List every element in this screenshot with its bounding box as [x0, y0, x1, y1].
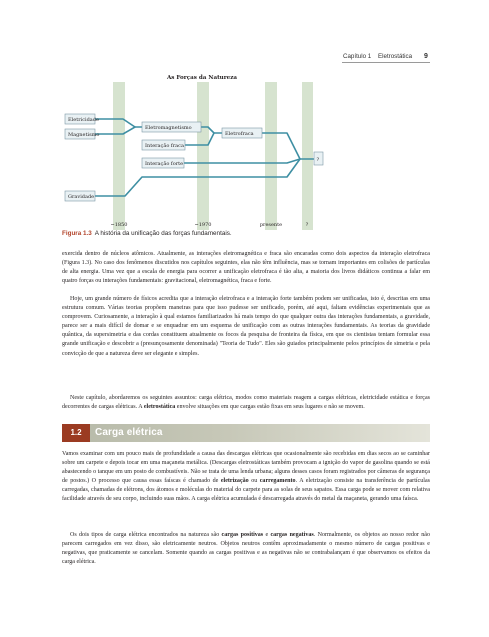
label-magnetism: Magnetismo [68, 132, 100, 138]
section-paragraph-2-text-c: . Normalmente, os objetos ao nosso redor não parecem carregados em vez disso, são eletricamente neutros. Objetos neutros contêm aproximadamente o mesmo número de cargas positivas e negativas, que praticamente se cancelam. Somente quando as cargas positivas e as negativas não se contrabalançam é que observamos os efeitos da carga elétrica. [62, 532, 430, 566]
forces-diagram [62, 66, 372, 234]
section-paragraph-1-bold-1: eletrização [220, 478, 249, 485]
section-paragraph-2 [62, 531, 430, 567]
label-gravity: Gravidade [68, 194, 95, 200]
chapter-label: Capítulo 1 [343, 53, 372, 60]
figure-title: As Forças da Natureza [166, 75, 238, 81]
paragraph-3-text-b: envolve situações em que cargas estão fixas em seus lugares e não se movem. [175, 404, 365, 411]
figure-caption-label: Figura 1.3 [62, 230, 92, 237]
era-band-1850 [113, 82, 125, 230]
era-band-future [302, 82, 313, 230]
section-paragraph-1-bold-2: carregamento [259, 478, 296, 485]
section-number: 1.2 [62, 424, 90, 442]
paragraph-3-text-a: Neste capítulo, abordaremos os seguintes assuntos: carga elétrica, modos como materiais reagem a cargas elétricas, eletricidade estática e forças decorrentes de cargas elétricas. A [62, 395, 430, 411]
label-electromagnetism: Eletromagnetismo [145, 125, 192, 131]
label-weak: Interação fraca [145, 143, 184, 149]
section-title: Carga elétrica [95, 427, 163, 438]
header-rule [342, 62, 430, 63]
era-band-present [265, 82, 277, 230]
section-paragraph-2-bold-2: cargas negativas [270, 532, 314, 538]
timeline-1850: ~1850 [110, 222, 128, 228]
timeline-future: ? [305, 222, 309, 228]
era-band-1970 [197, 82, 209, 230]
section-heading [62, 424, 430, 442]
section-paragraph-2-text-b: e [263, 532, 271, 538]
section-paragraph-2-text-a: Os dois tipos de carga elétrica encontrados na natureza são [70, 532, 222, 538]
label-strong: Interação forte [145, 161, 184, 167]
figure-caption [62, 230, 232, 237]
section-paragraph-1-text-c: . A eletrização consiste na transferência de partículas carregadas, chamadas de elétrons, dos átomos e moléculas do material do carpete para as solas de seus sapatos. Essa carga pode se mover com relativa facilidade através de seu corpo, incluindo suas mãos. A carga elétrica acumulada é descarregada através do metal da maçaneta, gerando uma faísca. [62, 478, 430, 503]
label-electricity: Eletricidade [68, 117, 99, 123]
section-paragraph-1 [62, 450, 430, 505]
paragraph-1: exercida dentro de núcleos atômicos. Atualmente, as interações eletromagnética e fraca são encaradas como dois aspectos da interação eletrofraca (Figura 1.3). No caso dos fenômenos discutidos nos capítulos seguintes, elas não têm influência, mas se tornam importantes em colisões de partículas de alta energia. Uma vez que a escala de energia para ocorrer a unificação eletrofraca é tão alta, a maioria dos livros didáticos continua a falar em quatro forças ou interações fundamentais: gravitacional, eletromagnética, fraca e forte. [62, 251, 430, 285]
paragraph-3 [62, 394, 430, 412]
label-electroweak: Eletrofraca [225, 131, 254, 137]
page-number: 9 [424, 53, 428, 60]
timeline-1970: ~1970 [194, 222, 212, 228]
label-unknown: ? [316, 157, 320, 163]
timeline-present: presente [259, 222, 283, 228]
section-paragraph-2-bold-1: cargas positivas [221, 532, 264, 538]
paragraph-3-bold: eletrostática [143, 404, 176, 411]
forces-figure [62, 66, 372, 234]
figure-caption-text: A história da unificação das forças fundamentais. [94, 230, 232, 237]
section-paragraph-1-text-a: Vamos examinar com um pouco mais de profundidade a causa das descargas elétricas que ocasionalmente são recebidas em dias secos ao se caminhar sobre um carpete e depois tocar em uma maçaneta metálica. (Descargas eletrostáticas também provocam a ignição do vapor de gasolina quando se está abastecendo o tanque em um posto de combustíveis. Não se trata de uma lenda urbana; alguns desses casos foram registrados por câmeras de segurança de postos.) O processo que causa essas faíscas é chamado de [62, 451, 430, 485]
chapter-title: Eletrostática [378, 53, 413, 60]
paragraph-2: Hoje, um grande número de físicos acredita que a interação eletrofraca e a interação forte também podem ser unificadas, isto é, descritas em uma estrutura comum. Várias teorias propõem maneiras para que isso pudesse ser unificado, porém, até aqui, faltam evidências experimentais que as comprovem. Curiosamente, a interação à qual estamos familiarizados há mais tempo do que qualquer outra das interações fundamentais, a gravidade, parece ser a mais difícil de domar e se enquadrar em um esquema de unificação com as outras interações fundamentais. As teorias da gravidade quântica, da supersimetria e das cordas constituem atualmente os focos da pesquisa de fronteira da física, em que os cientistas tentam formular essa grande unificação e descobrir a (presunçosamente denominada) "Teoria de Tudo". Eles são guiados principalmente pelos princípios de simetria e pela convicção de que a natureza deve ser elegante e simples. [62, 296, 430, 357]
section-paragraph-1-text-b: ou [248, 478, 260, 485]
